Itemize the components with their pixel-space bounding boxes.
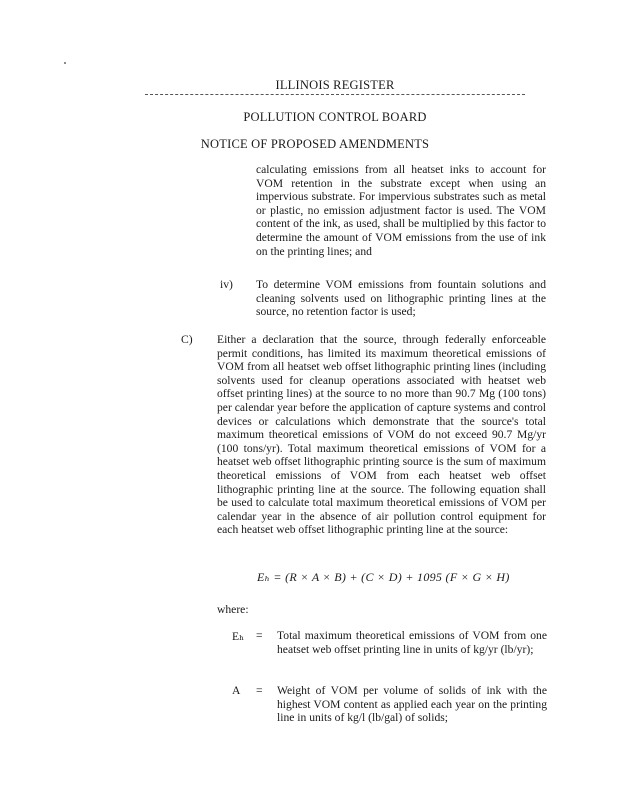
item-c-text: Either a declaration that the source, through federally enforceable permit conditions, has limited its maximum theoretical emissions of VOM from all heatset web offset lithographic printing lines (including solvents used for cleanup operations associated with heatset web offset printing lines) at the source to no more than 90.7 Mg (100 tons) per calendar year before the application of capture systems and control devices or calculations which demonstrate that the source's total maximum theoretical emissions of VOM do not exceed 90.7 Mg/yr (100 tons/yr). Total maximum theoretical emissions of VOM for a heatset web offset lithographic printing source is the sum of maximum theoretical emissions of VOM from each heatset web offset lithographic printing line at the source. The following equation shall be used to calculate total maximum theoretical emissions of VOM per calendar year in the absence of air pollution control equipment for each heatset web offset lithographic printing line at the source: (217, 333, 546, 537)
definition-symbol: A (232, 684, 241, 697)
definition-equals: = (256, 684, 263, 697)
continuation-paragraph: calculating emissions from all heatset inks to account for VOM retention in the substrate except when using an impervious substrate. For impervious substrates such as metal or plastic, no emission adjustment factor is used. The VOM content of the ink, as used, shall be multiplied by this factor to determine the amount of VOM emissions from the use of ink on the printing lines; and (256, 163, 546, 258)
item-c-label: C) (181, 333, 193, 346)
notice-title: NOTICE OF PROPOSED AMENDMENTS (200, 137, 430, 151)
item-iv-label: iv) (220, 278, 233, 291)
definition-text: Total maximum theoretical emissions of VOM from one heatset web offset printing line in units of kg/yr (lb/yr); (277, 629, 547, 656)
emission-equation: Eₕ = (R × A × B) + (C × D) + 1095 (F × G × H) (257, 570, 510, 584)
definition-text: Weight of VOM per volume of solids of ink with the highest VOM content as applied each year on the printing line in units of kg/l (lb/gal) of solids; (277, 684, 547, 725)
item-iv-text: To determine VOM emissions from fountain solutions and cleaning solvents used on lithographic printing lines at the source, no retention factor is used; (256, 278, 546, 319)
scan-speck (64, 62, 66, 64)
definition-symbol: Eₕ (232, 630, 245, 643)
where-label: where: (217, 603, 249, 616)
register-title: ILLINOIS REGISTER (275, 78, 395, 92)
header-rule (145, 94, 525, 95)
definition-equals: = (256, 629, 263, 642)
board-name: POLLUTION CONTROL BOARD (243, 110, 427, 124)
